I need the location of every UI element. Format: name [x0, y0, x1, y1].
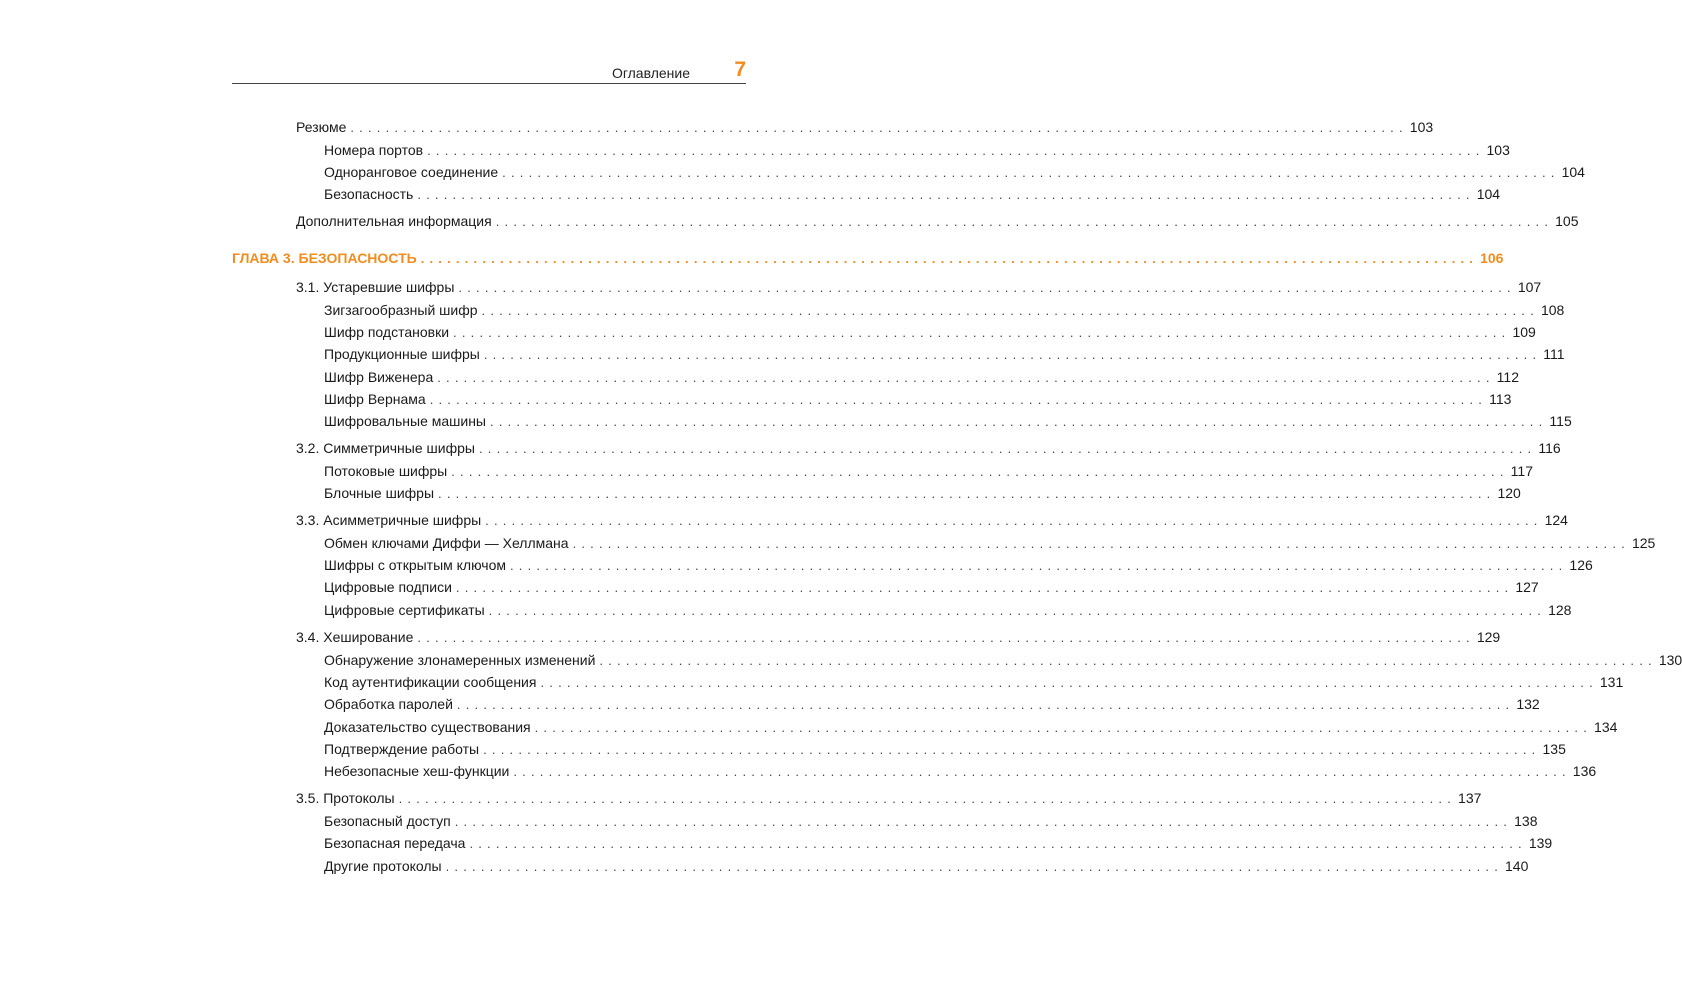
- dot-leader: ........................................................................................................................: [572, 536, 1630, 551]
- dot-leader: ........................................................................................................................: [456, 697, 1515, 712]
- dot-leader: ........................................................................................................................: [427, 143, 1485, 158]
- toc-subsection-entry[interactable]: [324, 672, 1624, 692]
- toc-entry-title: Шифры с открытым ключом: [324, 557, 506, 573]
- dot-leader: ........................................................................................................................: [510, 558, 1568, 573]
- toc-subsection-entry[interactable]: [324, 577, 1539, 597]
- toc-entry-title: Безопасный доступ: [324, 813, 451, 829]
- toc-subsection-entry[interactable]: [324, 322, 1536, 342]
- toc-subsection-entry[interactable]: [324, 856, 1529, 876]
- toc-entry-page: 120: [1497, 485, 1521, 501]
- toc-entry-page: 132: [1516, 696, 1540, 712]
- toc-subsection-entry[interactable]: [324, 650, 1682, 670]
- toc-subsection-entry[interactable]: [324, 184, 1501, 204]
- toc-entry-title: 3.2. Симметричные шифры: [296, 440, 475, 456]
- toc-entry-page: 138: [1514, 813, 1538, 829]
- dot-leader: ........................................................................................................................: [350, 120, 1408, 135]
- toc-entry-title: Обнаружение злонамеренных изменений: [324, 652, 596, 668]
- toc-entry-title: Доказательство существования: [324, 719, 531, 735]
- toc-subsection-entry[interactable]: [324, 694, 1540, 714]
- toc-entry-page: 139: [1528, 835, 1553, 851]
- toc-entry-title: Код аутентификации сообщения: [324, 674, 537, 690]
- toc-entry-title: Другие протоколы: [324, 858, 442, 874]
- toc-section-entry[interactable]: [296, 277, 1542, 297]
- toc-entry-title: 3.1. Устаревшие шифры: [296, 279, 455, 295]
- toc-entry-page: 108: [1540, 302, 1565, 318]
- toc-subsection-entry[interactable]: [324, 600, 1572, 620]
- header-divider: [232, 83, 746, 84]
- toc-entry-page: 135: [1542, 741, 1566, 757]
- dot-leader: ........................................................................................................................: [454, 814, 1513, 829]
- dot-leader: ........................................................................................................................: [485, 513, 1543, 528]
- toc-entry-page: 117: [1510, 463, 1533, 479]
- toc-subsection-entry[interactable]: [324, 389, 1512, 409]
- toc-entry-page: 126: [1569, 557, 1593, 573]
- toc-entry-page: 134: [1594, 719, 1618, 735]
- dot-leader: ........................................................................................................................: [469, 836, 1527, 851]
- toc-section-entry[interactable]: [296, 438, 1561, 458]
- toc-subsection-entry[interactable]: [324, 411, 1572, 431]
- toc-entry-page: 136: [1572, 763, 1597, 779]
- toc-entry-title: Шифр Вернама: [324, 391, 426, 407]
- toc-entry-title: 3.5. Протоколы: [296, 790, 395, 806]
- toc-subsection-entry[interactable]: [324, 140, 1510, 160]
- toc-entry-title: Шифровальные машины: [324, 413, 486, 429]
- dot-leader: ........................................................................................................................: [445, 859, 1504, 874]
- toc-subsection-entry[interactable]: [324, 739, 1566, 759]
- dot-leader: ........................................................................................................................: [540, 675, 1598, 690]
- toc-entry-page: 128: [1548, 602, 1572, 618]
- toc-subsection-entry[interactable]: [324, 344, 1565, 364]
- toc-entry-title: Дополнительная информация: [296, 213, 492, 229]
- toc-entry-title: 3.4. Хеширование: [296, 629, 414, 645]
- toc-section-entry[interactable]: [296, 788, 1482, 808]
- toc-entry-title: ГЛАВА 3. БЕЗОПАСНОСТЬ: [232, 250, 417, 266]
- dot-leader: ........................................................................................................................: [455, 580, 1514, 595]
- toc-entry-page: 130: [1658, 652, 1682, 668]
- dot-leader: ........................................................................................................................: [398, 791, 1457, 806]
- toc-entry-page: 109: [1512, 324, 1536, 340]
- dot-leader: ........................................................................................................................: [513, 764, 1571, 779]
- dot-leader: ........................................................................................................................: [495, 214, 1554, 229]
- toc-entry-page: 116: [1538, 440, 1561, 456]
- dot-leader: ........................................................................................................................: [437, 370, 1495, 385]
- toc-entry-page: 112: [1496, 369, 1519, 385]
- dot-leader: ........................................................................................................................: [481, 303, 1539, 318]
- toc-entry-title: Шифр Виженера: [324, 369, 434, 385]
- toc-entry-title: Блочные шифры: [324, 485, 435, 501]
- toc-entry-page: 129: [1476, 629, 1501, 645]
- toc-entry-title: Безопасная передача: [324, 835, 466, 851]
- running-head-title: Оглавление: [611, 65, 690, 81]
- dot-leader: ........................................................................................................................: [458, 280, 1516, 295]
- toc-entry-title: Обработка паролей: [324, 696, 453, 712]
- dot-leader: ........................................................................................................................: [534, 720, 1593, 735]
- toc-entry-page: 106: [1480, 250, 1504, 266]
- dot-leader: ........................................................................................................................: [483, 347, 1542, 362]
- toc-chapter-entry[interactable]: [232, 248, 1504, 268]
- page-number: 7: [734, 58, 746, 81]
- toc-entry-page: 131: [1599, 674, 1624, 690]
- toc-entry-page: 104: [1561, 164, 1585, 180]
- toc-entry-page: 127: [1515, 579, 1539, 595]
- toc-entry-page: 115: [1549, 413, 1572, 429]
- toc-entry-title: Безопасность: [324, 186, 414, 202]
- toc-entry-title: Потоковые шифры: [324, 463, 448, 479]
- dot-leader: ........................................................................................................................: [488, 603, 1547, 618]
- toc-entry-title: Цифровые сертификаты: [324, 602, 485, 618]
- dot-leader: ........................................................................................................................: [478, 441, 1537, 456]
- dot-leader: ........................................................................................................................: [599, 653, 1657, 668]
- dot-leader: ........................................................................................................................: [438, 486, 1496, 501]
- toc-section-entry[interactable]: [296, 627, 1501, 647]
- toc-subsection-entry[interactable]: [324, 761, 1597, 781]
- toc-entry-page: 113: [1489, 391, 1512, 407]
- toc-subsection-entry[interactable]: [324, 811, 1538, 831]
- toc-subsection-entry[interactable]: [324, 555, 1593, 575]
- dot-leader: ........................................................................................................................: [451, 464, 1509, 479]
- toc-entry-page: 103: [1486, 142, 1510, 158]
- toc-section-entry[interactable]: [296, 117, 1434, 137]
- toc-subsection-entry[interactable]: [324, 483, 1521, 503]
- toc-entry-page: 111: [1543, 346, 1565, 362]
- dot-leader: ........................................................................................................................: [420, 251, 1479, 266]
- toc-entry-page: 105: [1555, 213, 1579, 229]
- toc-entry-title: Шифр подстановки: [324, 324, 450, 340]
- toc-subsection-entry[interactable]: [324, 461, 1533, 481]
- toc-entry-title: Небезопасные хеш-функции: [324, 763, 510, 779]
- toc-entry-page: 137: [1458, 790, 1482, 806]
- toc-entry-title: Подтверждение работы: [324, 741, 480, 757]
- dot-leader: ........................................................................................................................: [453, 325, 1511, 340]
- toc-subsection-entry[interactable]: [324, 533, 1656, 553]
- dot-leader: ........................................................................................................................: [417, 187, 1475, 202]
- dot-leader: ........................................................................................................................: [429, 392, 1488, 407]
- page-header: [232, 60, 746, 84]
- toc-entry-page: 107: [1517, 279, 1542, 295]
- toc-section-entry[interactable]: [296, 211, 1579, 231]
- toc-entry-title: 3.3. Асимметричные шифры: [296, 512, 482, 528]
- toc-entry-page: 103: [1409, 119, 1434, 135]
- toc-entry-title: Обмен ключами Диффи — Хеллмана: [324, 535, 569, 551]
- toc-subsection-entry[interactable]: [324, 717, 1618, 737]
- toc-entry-title: Одноранговое соединение: [324, 164, 499, 180]
- toc-entry-page: 124: [1544, 512, 1568, 528]
- dot-leader: ........................................................................................................................: [417, 630, 1475, 645]
- toc-entry-page: 125: [1631, 535, 1656, 551]
- dot-leader: ........................................................................................................................: [502, 165, 1560, 180]
- toc-subsection-entry[interactable]: [324, 367, 1519, 387]
- dot-leader: ........................................................................................................................: [483, 742, 1541, 757]
- toc-subsection-entry[interactable]: [324, 833, 1553, 853]
- toc-subsection-entry[interactable]: [324, 300, 1565, 320]
- toc-entry-title: Зигзагообразный шифр: [324, 302, 478, 318]
- toc-entry-title: Продукционные шифры: [324, 346, 480, 362]
- dot-leader: ........................................................................................................................: [490, 414, 1548, 429]
- toc-subsection-entry[interactable]: [324, 162, 1585, 182]
- toc-entry-page: 104: [1476, 186, 1501, 202]
- toc-entry-page: 140: [1505, 858, 1529, 874]
- toc-entry-title: Цифровые подписи: [324, 579, 452, 595]
- toc-entry-title: Номера портов: [324, 142, 424, 158]
- toc-section-entry[interactable]: [296, 510, 1568, 530]
- toc-entry-title: Резюме: [296, 119, 347, 135]
